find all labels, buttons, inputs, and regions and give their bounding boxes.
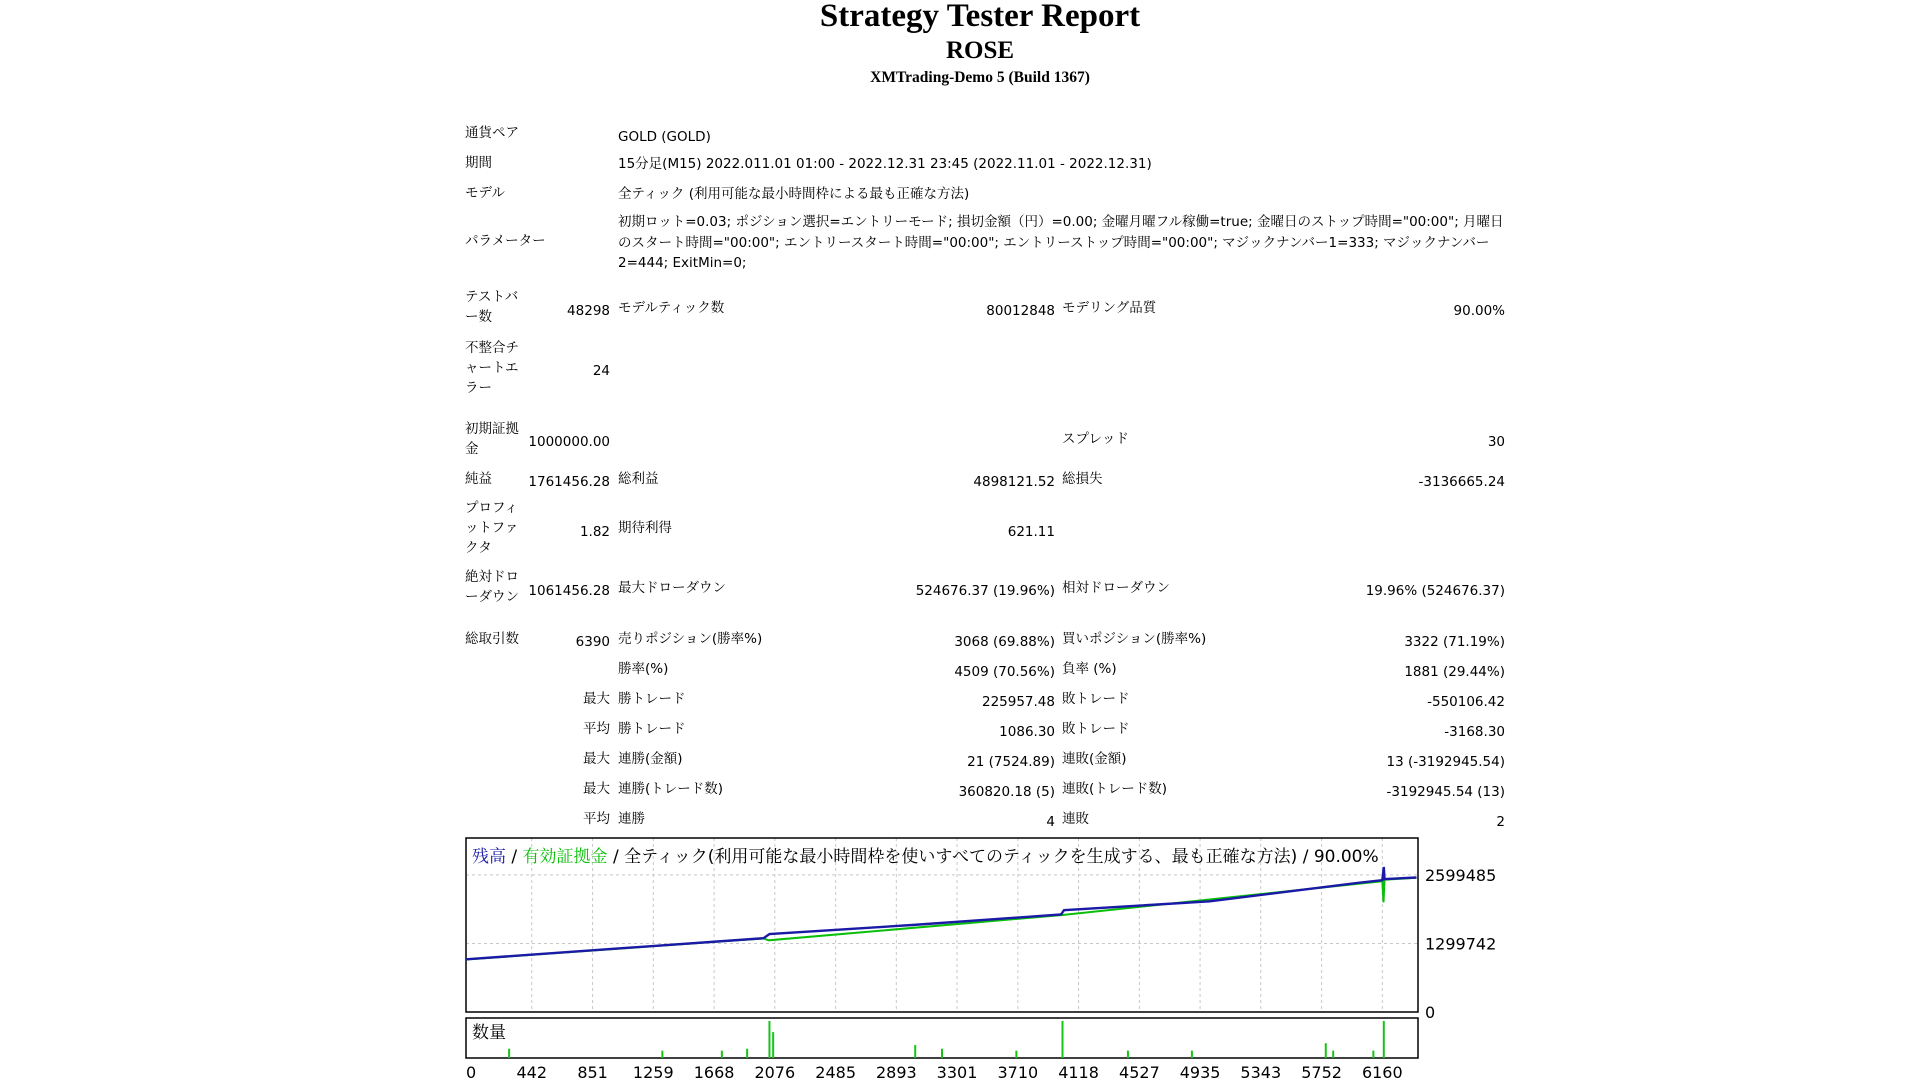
avg-loss-value: -3168.30 <box>1444 724 1505 740</box>
max-qualifier-2: 最大 <box>583 751 610 767</box>
max-dd-label: 最大ドローダウン <box>618 580 726 596</box>
cons-win-cnt-label: 連勝(トレード数) <box>618 781 724 797</box>
ticks-value: 80012848 <box>986 303 1055 319</box>
long-value: 3322 (71.19%) <box>1404 634 1505 650</box>
largest-loss-label: 敗トレード <box>1062 691 1130 707</box>
chart-legend <box>472 847 1379 867</box>
x-tick-label-2: 851 <box>577 1063 608 1080</box>
gross-profit-value: 4898121.52 <box>973 474 1055 490</box>
loss-label: 負率 (%) <box>1062 661 1117 677</box>
average-qualifier: 平均 <box>583 721 610 737</box>
loss-value: 1881 (29.44%) <box>1404 664 1505 680</box>
y-tick-label-0: 0 <box>1425 1003 1436 1022</box>
legend-equity: 有効証拠金 <box>522 847 608 867</box>
x-tick-label-7: 2893 <box>875 1063 917 1080</box>
x-tick-label-11: 4527 <box>1119 1063 1160 1080</box>
cons-loss-cnt-value: -3192945.54 (13) <box>1386 784 1505 800</box>
avg-cons-loss-label: 連敗 <box>1062 811 1089 827</box>
average-qualifier-2: 平均 <box>583 811 610 827</box>
x-tick-label-13: 5343 <box>1240 1063 1282 1080</box>
deposit-value: 1000000.00 <box>528 434 610 450</box>
short-value: 3068 (69.88%) <box>954 634 1055 650</box>
expected-value: 621.11 <box>1007 524 1055 540</box>
x-tick-label-15: 6160 <box>1361 1063 1403 1080</box>
cons-win-amt-label: 連勝(金額) <box>618 751 683 767</box>
short-label: 売りポジション(勝率%) <box>618 631 763 647</box>
x-tick-label-1: 442 <box>516 1063 548 1080</box>
y-tick-label-1: 1299742 <box>1425 934 1497 954</box>
cons-loss-amt-value: 13 (-3192945.54) <box>1386 754 1505 770</box>
equity-series-line <box>466 878 1417 960</box>
x-tick-label-3: 1259 <box>632 1063 674 1080</box>
gross-profit-label: 総利益 <box>618 471 659 487</box>
ticks-label: モデルティック数 <box>618 300 725 316</box>
server-build: XMTrading-Demo 5 (Build 1367) <box>870 69 1090 86</box>
spread-value: 30 <box>1487 434 1505 450</box>
symbol-label: 通貨ペア <box>465 125 519 141</box>
x-tick-label-9: 3710 <box>997 1063 1039 1080</box>
avg-win-value: 1086.30 <box>999 724 1055 740</box>
cons-loss-amt-label: 連敗(金額) <box>1062 751 1127 767</box>
symbol-value: GOLD (GOLD) <box>618 129 711 145</box>
params-value: 初期ロット=0.03; ポジション選択=エントリーモード; 損切金額（円）=0.00; 金曜月曜フル稼働=true; 金曜日のストップ時間="00:00"; 月曜日のスタート時間="00:00"; エントリースタート時間="00:00"; エントリーストップ時間="00:00"; マジックナンバー1=333; マジックナンバー2=444; ExitMin=0; <box>618 214 1504 271</box>
gross-loss-label: 総損失 <box>1062 471 1103 487</box>
total-value: 6390 <box>575 634 610 650</box>
x-tick-label-4: 1668 <box>693 1063 735 1080</box>
x-tick-label-12: 4935 <box>1179 1063 1221 1080</box>
ea-name: ROSE <box>945 37 1015 64</box>
x-tick-label-10: 4118 <box>1058 1063 1099 1080</box>
period-label: 期間 <box>465 155 492 171</box>
long-label: 買いポジション(勝率%) <box>1062 631 1207 647</box>
balance-series-line <box>466 867 1417 959</box>
total-label: 総取引数 <box>465 631 519 647</box>
y-tick-label-2: 2599485 <box>1425 865 1497 885</box>
net-value: 1761456.28 <box>528 474 610 490</box>
avg-cons-win-value: 4 <box>1046 814 1055 830</box>
model-label: モデル <box>465 185 505 201</box>
volume-label: 数量 <box>472 1023 506 1043</box>
legend-description: / 全ティック(利用可能な最小時間枠を使いすべてのティックを生成する、最も正確な方法) / 90.00% <box>607 847 1379 867</box>
quality-value: 90.00% <box>1453 303 1505 319</box>
legend-balance: 残高 <box>472 847 506 867</box>
max-qualifier-3: 最大 <box>583 781 610 797</box>
largest-qualifier: 最大 <box>583 691 610 707</box>
bars-value: 48298 <box>567 303 610 319</box>
abs-dd-label: 絶対ドローダウン <box>465 569 519 605</box>
abs-dd-value: 1061456.28 <box>528 583 610 599</box>
win-label: 勝率(%) <box>618 661 669 677</box>
cons-win-cnt-value: 360820.18 (5) <box>958 784 1055 800</box>
rel-dd-value: 19.96% (524676.37) <box>1365 583 1505 599</box>
expected-label: 期待利得 <box>618 520 672 536</box>
x-tick-label-0: 0 <box>466 1063 477 1080</box>
avg-cons-win-label: 連勝 <box>618 811 645 827</box>
avg-loss-label: 敗トレード <box>1062 721 1130 737</box>
spread-label: スプレッド <box>1062 431 1129 447</box>
deposit-label: 初期証拠金 <box>465 421 519 457</box>
volume-bars <box>509 1021 1384 1058</box>
pf-label: プロフィットファクタ <box>465 500 519 556</box>
period-value: 15分足(M15) 2022.011.01 01:00 - 2022.12.31 23:45 (2022.11.01 - 2022.12.31) <box>618 156 1152 172</box>
mismatch-label: 不整合チャートエラー <box>465 340 519 396</box>
avg-win-label: 勝トレード <box>618 721 686 737</box>
x-tick-label-6: 2485 <box>815 1063 857 1080</box>
largest-win-value: 225957.48 <box>981 694 1055 710</box>
legend-separator: / <box>506 847 523 867</box>
x-tick-label-8: 3301 <box>936 1063 978 1080</box>
largest-loss-value: -550106.42 <box>1427 694 1505 710</box>
net-label: 純益 <box>465 471 492 487</box>
params-label: パラメーター <box>465 233 546 249</box>
largest-win-label: 勝トレード <box>618 691 686 707</box>
rel-dd-label: 相対ドローダウン <box>1062 580 1170 596</box>
pf-value: 1.82 <box>579 524 610 540</box>
report-title: Strategy Tester Report <box>819 0 1141 34</box>
mismatch-value: 24 <box>592 363 610 379</box>
quality-label: モデリング品質 <box>1062 300 1157 316</box>
bars-label: テストバー数 <box>465 289 519 325</box>
x-tick-label-14: 5752 <box>1301 1063 1342 1080</box>
max-dd-value: 524676.37 (19.96%) <box>915 583 1055 599</box>
x-tick-label-5: 2076 <box>754 1063 796 1080</box>
win-value: 4509 (70.56%) <box>954 664 1055 680</box>
avg-cons-loss-value: 2 <box>1496 814 1505 830</box>
gross-loss-value: -3136665.24 <box>1418 474 1505 490</box>
cons-loss-cnt-label: 連敗(トレード数) <box>1062 781 1168 797</box>
model-value: 全ティック (利用可能な最小時間枠による最も正確な方法) <box>618 186 970 202</box>
cons-win-amt-value: 21 (7524.89) <box>967 754 1055 770</box>
